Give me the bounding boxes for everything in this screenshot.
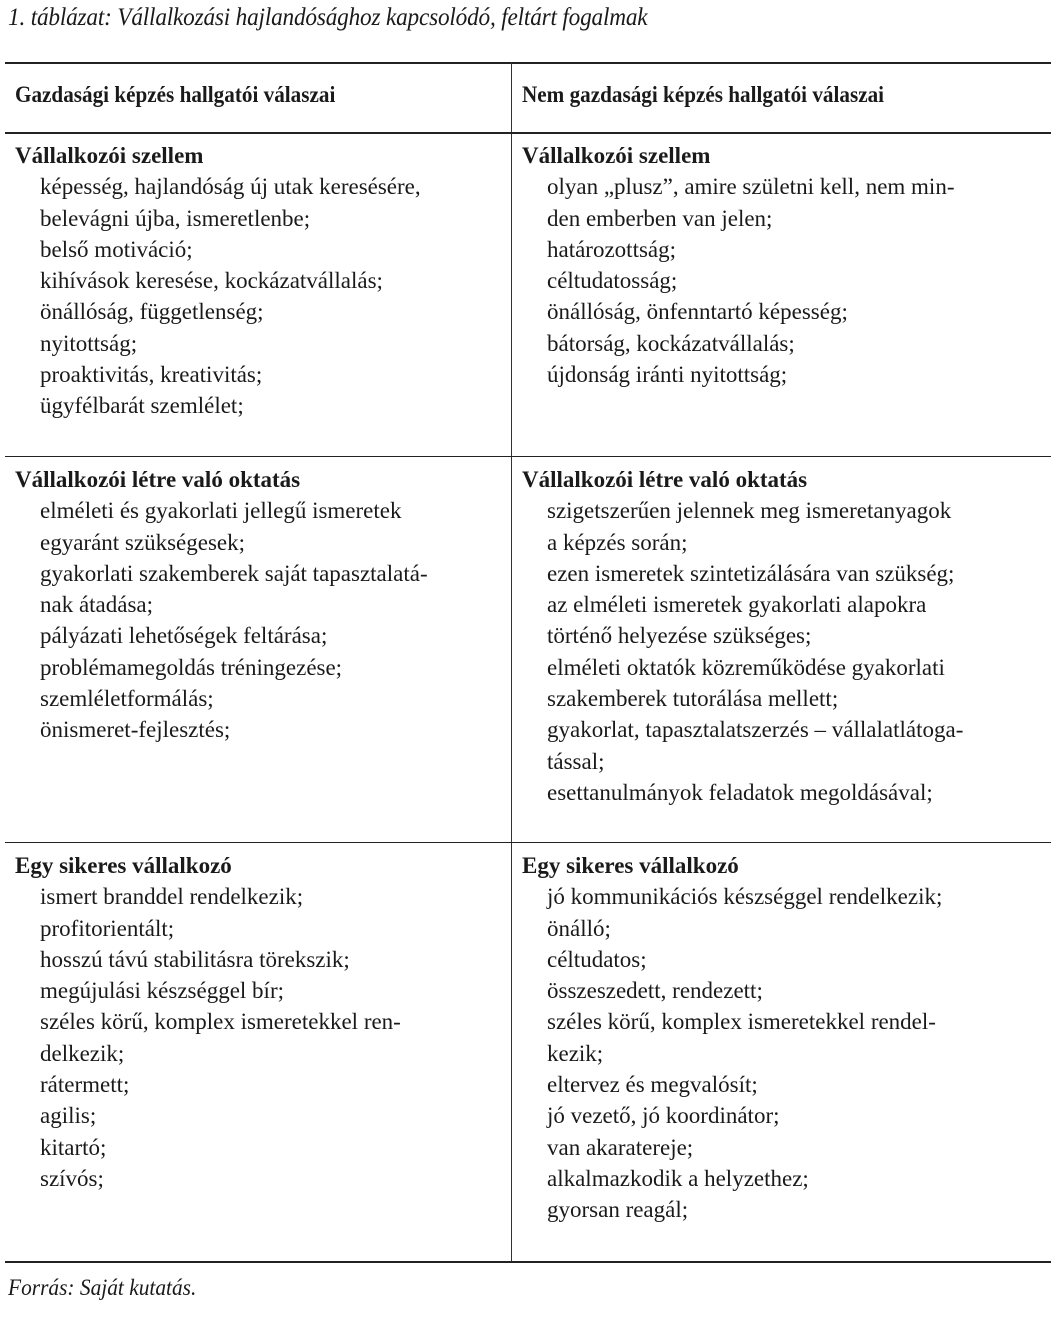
- list-item: proaktivitás, kreativitás;: [40, 362, 263, 388]
- list-item: rátermett;: [40, 1072, 130, 1098]
- cell-lines: [15, 881, 401, 1194]
- cell-row3-left: [15, 850, 401, 1194]
- section-title: Vállalkozói szellem: [522, 143, 711, 168]
- cell-row2-right: [522, 464, 963, 808]
- list-item: határozottság;: [547, 236, 677, 262]
- cell-lines: [15, 171, 421, 421]
- list-item: hosszú távú stabilitásra törekszik;: [40, 946, 350, 972]
- list-item: problémamegoldás tréningezése;: [40, 654, 343, 680]
- list-item: önállóság, függetlenség;: [40, 299, 264, 325]
- list-item: önállóság, önfenntartó képesség;: [547, 299, 848, 325]
- section-title: Egy sikeres vállalkozó: [522, 853, 739, 878]
- list-item: céltudatosság;: [547, 268, 678, 294]
- list-item: den emberben van jelen;: [547, 205, 773, 231]
- list-item: gyakorlat, tapasztalatszerzés – vállalatlátoga-: [547, 717, 964, 743]
- list-item: összeszedett, rendezett;: [547, 978, 763, 1004]
- list-item: megújulási készséggel bír;: [40, 978, 284, 1004]
- row-divider: [5, 456, 1051, 457]
- section-title: Egy sikeres vállalkozó: [15, 853, 232, 878]
- list-item: tással;: [547, 748, 605, 774]
- list-item: képesség, hajlandóság új utak keresésére,: [40, 174, 421, 200]
- list-item: nyitottság;: [40, 330, 138, 356]
- list-item: a képzés során;: [547, 529, 688, 555]
- list-item: gyorsan reagál;: [547, 1197, 689, 1223]
- list-item: újdonság iránti nyitottság;: [547, 362, 788, 388]
- column-header-economic: Gazdasági képzés hallgatói válaszai: [15, 82, 336, 107]
- list-item: kihívások keresése, kockázatvállalás;: [40, 268, 383, 294]
- list-item: van akaratereje;: [547, 1134, 694, 1160]
- cell-lines: [522, 881, 942, 1225]
- list-item: önismeret-fejlesztés;: [40, 717, 231, 743]
- list-item: ezen ismeretek szintetizálására van szükség;: [547, 560, 955, 586]
- cell-row3-right: [522, 850, 942, 1226]
- list-item: eltervez és megvalósít;: [547, 1072, 758, 1098]
- list-item: olyan „plusz”, amire születni kell, nem min-: [547, 174, 955, 200]
- list-item: ismert branddel rendelkezik;: [40, 884, 304, 910]
- list-item: az elméleti ismeretek gyakorlati alapokra: [547, 592, 927, 618]
- source-note: Forrás: Saját kutatás.: [8, 1275, 197, 1300]
- list-item: szakemberek tutorálása mellett;: [547, 686, 839, 712]
- list-item: jó vezető, jó koordinátor;: [547, 1103, 780, 1129]
- column-divider: [511, 63, 512, 1262]
- list-item: széles körű, komplex ismeretekkel rendel-: [547, 1009, 936, 1035]
- table-caption: 1. táblázat: Vállalkozási hajlandósághoz kapcsolódó, feltárt fogalmak: [8, 4, 648, 31]
- header-bottom-rule: [5, 132, 1051, 134]
- table-bottom-rule: [5, 1261, 1051, 1263]
- list-item: kezik;: [547, 1040, 604, 1066]
- cell-row2-left: [15, 464, 428, 746]
- list-item: elméleti és gyakorlati jellegű ismeretek: [40, 498, 402, 524]
- list-item: önálló;: [547, 915, 611, 941]
- list-item: egyaránt szükségesek;: [40, 529, 246, 555]
- section-title: Vállalkozói létre való oktatás: [15, 467, 301, 492]
- list-item: belevágni újba, ismeretlenbe;: [40, 205, 311, 231]
- list-item: történő helyezése szükséges;: [547, 623, 812, 649]
- cell-lines: [15, 495, 428, 745]
- list-item: belső motiváció;: [40, 236, 193, 262]
- column-header-non-economic: Nem gazdasági képzés hallgatói válaszai: [522, 82, 885, 107]
- list-item: esettanulmányok feladatok megoldásával;: [547, 779, 933, 805]
- list-item: agilis;: [40, 1103, 97, 1129]
- list-item: kitartó;: [40, 1134, 107, 1160]
- list-item: alkalmazkodik a helyzethez;: [547, 1165, 809, 1191]
- cell-row1-right: [522, 140, 955, 390]
- list-item: szemléletformálás;: [40, 686, 214, 712]
- list-item: elméleti oktatók közreműködése gyakorlati: [547, 654, 945, 680]
- list-item: jó kommunikációs készséggel rendelkezik;: [547, 884, 943, 910]
- cell-lines: [522, 171, 955, 390]
- list-item: céltudatos;: [547, 946, 647, 972]
- list-item: profitorientált;: [40, 915, 175, 941]
- list-item: szigetszerűen jelennek meg ismeretanyagok: [547, 498, 952, 524]
- section-title: Vállalkozói szellem: [15, 143, 204, 168]
- list-item: delkezik;: [40, 1040, 125, 1066]
- cell-lines: [522, 495, 963, 808]
- list-item: szívós;: [40, 1165, 104, 1191]
- list-item: gyakorlati szakemberek saját tapasztalatá-: [40, 560, 428, 586]
- row-divider: [5, 842, 1051, 843]
- cell-row1-left: [15, 140, 421, 422]
- list-item: ügyfélbarát szemlélet;: [40, 393, 244, 419]
- list-item: bátorság, kockázatvállalás;: [547, 330, 795, 356]
- list-item: széles körű, komplex ismeretekkel ren-: [40, 1009, 401, 1035]
- list-item: nak átadása;: [40, 592, 154, 618]
- table-top-rule: [5, 62, 1051, 64]
- section-title: Vállalkozói létre való oktatás: [522, 467, 808, 492]
- list-item: pályázati lehetőségek feltárása;: [40, 623, 328, 649]
